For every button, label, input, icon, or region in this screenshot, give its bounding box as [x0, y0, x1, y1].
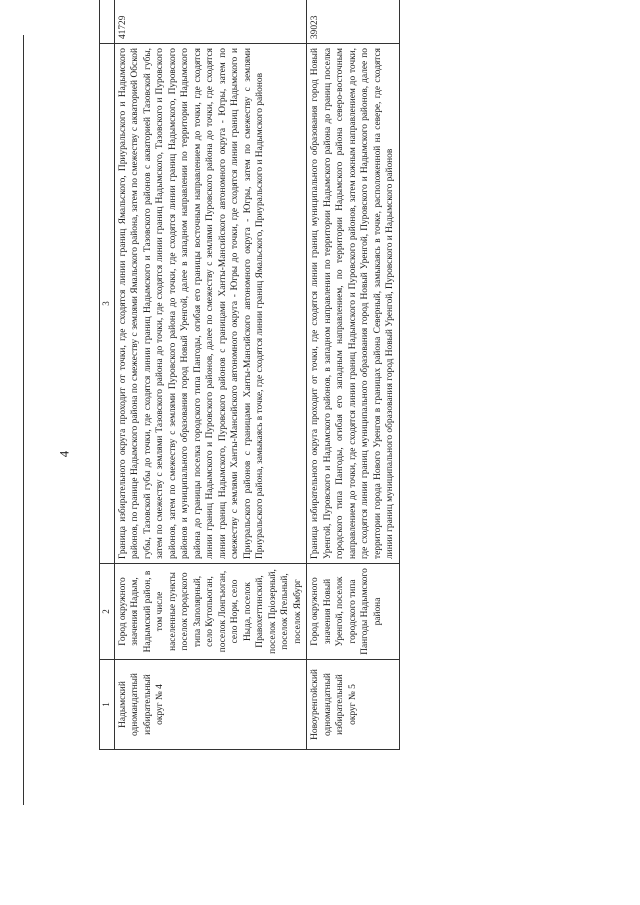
district-composition-cell: Город окружного значения Новый Уренгой, поселок городского типа Пангоды Надымского района	[307, 564, 400, 660]
table-row	[307, 0, 400, 750]
column-number-1: 1	[100, 660, 115, 750]
column-number-4	[100, 0, 115, 44]
voter-count-cell: 39023	[307, 0, 400, 44]
table-header-row	[100, 0, 115, 750]
district-name-cell: Надымский одномандатный избирательный округ № 4	[114, 660, 307, 750]
page-number: 4	[56, 450, 72, 458]
table-row	[114, 0, 307, 750]
district-name-cell: Новоуренгойский одномандатный избирательный округ № 5	[307, 660, 400, 750]
district-boundary-cell: Граница избирательного округа проходит от точки, где сходятся линии границ Ямальского, Приуральского и Надымского районов, по границе Надымского района по смежеству с землями Ямальского района, затем по смежеству с акваторией Обской губы, Тазовской губы до точки, где сходятся линии границ Надымского и Тазовского районов с акваторией Тазовской губы, затем по смежеству с землями Тазовского района до точки, где сходятся линии границ Надымского, Тазовского и Пуровского районов, затем по смежеству с землями Пуровского района до точки, где сходятся линии границ Надымского, Пуровского районов и муниципального образования город Новый Уренгой, далее в западном направлении по территории Надымского района до границы поселка городского типа Пангоды, огибая его границы восточным направлением до точки, где сходятся линии границ Надымского и Пуровского районов, далее по смежеству с землями Пуровского района до точки, где сходятся линии границ Надымского, Пуровского районов с границами Ханты-Мансийского автономного округа - Югры, затем по смежеству с землями Ханты-Мансийского автономного округа - Югры до точки, где сходятся линии границ Надымского и Приуральского районов с границами Ханты-Мансийского автономного округа - Югры, затем по смежеству с землями Приуральского района, замыкаясь в точке, где сходятся линии границ Ямальского, Приуральского и Надымского районов	[114, 44, 307, 564]
column-number-2: 2	[100, 564, 115, 660]
column-number-3: 3	[100, 44, 115, 564]
district-composition-cell: Город окружного значения Надым, Надымский район, в том числе населенные пункты поселок городского типа Заполярный, село Кутопьюган, поселок Лонгъюган, село Нори, село Ныда, поселок Правохеттинский, поселок Пріозерный, поселок Ягельный, поселок Ямбург	[114, 564, 307, 660]
district-boundary-cell: Граница избирательного округа проходит от точки, где сходятся линии границ муниципального образования город Новый Уренгой, Пуровского и Надымского районов, в западном направлении по территории Надымского района до границ поселка городского типа Пангоды, огибая его западным направлением, по территории Надымского района северо-восточным направлением до точки, где сходятся линии границ Надымского и Пуровского районов, затем южным направлением до точки, где сходятся линии границ муниципального образования город Новый Уренгой, Пуровского и Надымского районов, далее по территории города Нового Уренгоя в границах района Северный, замыкаясь в точке, расположенной на севере, где сходятся линии границ муниципального образования город Новый Уренгой, Пуровского и Надымского районов	[307, 44, 400, 564]
district-table	[99, 0, 400, 750]
voter-count-cell: 41729	[114, 0, 307, 44]
